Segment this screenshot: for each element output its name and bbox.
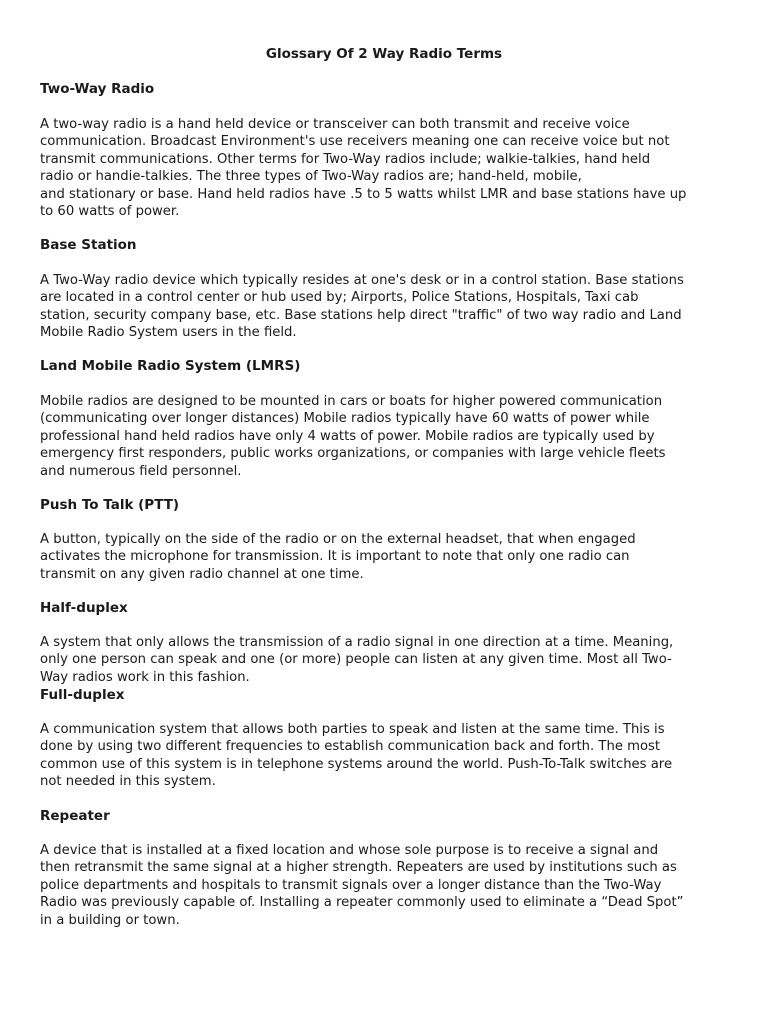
document-title: Glossary Of 2 Way Radio Terms (265, 46, 503, 62)
paragraph-line: only one person can speak and one (or more) people can listen at any given time. Most all Two- (40, 652, 672, 668)
paragraph-line: professional hand held radios have only 4 watts of power. Mobile radios are typically used by (40, 428, 655, 444)
paragraph-line: station, security company base, etc. Base stations help direct "traffic" of two way radio and Land (40, 307, 682, 323)
heading-base-station: Base Station (40, 237, 137, 253)
heading-land-mobile-radio-system: Land Mobile Radio System (LMRS) (40, 358, 301, 374)
paragraph-line: transmit on any given radio channel at one time. (40, 566, 364, 582)
paragraph-line: to 60 watts of power. (40, 204, 180, 220)
paragraph-line: are located in a control center or hub used by; Airports, Police Stations, Hospitals, Taxi cab (40, 290, 639, 306)
paragraph-line: not needed in this system. (40, 774, 216, 790)
paragraph-repeater (40, 842, 730, 929)
paragraph-line: A two-way radio is a hand held device or transceiver can both transmit and receive voice (40, 117, 630, 132)
paragraph-line: and stationary or base. Hand held radios have .5 to 5 watts whilst LMR and base stations have up (40, 186, 687, 202)
heading-half-duplex: Half-duplex (40, 600, 128, 616)
paragraph-line: A device that is installed at a fixed location and whose sole purpose is to receive a signal and (40, 843, 659, 858)
paragraph-line: communication. Broadcast Environment's use receivers meaning one can receive voice but not (40, 134, 670, 150)
paragraph-line: A system that only allows the transmission of a radio signal in one direction at a time. Meaning, (40, 635, 674, 650)
paragraph-line: common use of this system is in telephone systems around the world. Push-To-Talk switches are (40, 756, 673, 772)
paragraph-line: then retransmit the same signal at a higher strength. Repeaters are used by institutions such as (40, 860, 677, 876)
heading-repeater: Repeater (40, 808, 110, 824)
paragraph-line: A communication system that allows both parties to speak and listen at the same time. This is (40, 722, 665, 737)
paragraph-line: Way radios work in this fashion. (40, 669, 250, 685)
paragraph-line: A Two-Way radio device which typically resides at one's desk or in a control station. Base stations (40, 273, 684, 288)
paragraph-line: Mobile radios are designed to be mounted in cars or boats for higher powered communication (40, 394, 663, 409)
heading-two-way-radio: Two-Way Radio (40, 81, 155, 97)
heading-push-to-talk: Push To Talk (PTT) (40, 497, 180, 513)
paragraph-line: transmit communications. Other terms for Two-Way radios include; walkie-talkies, hand held (40, 151, 651, 167)
paragraph-line: done by using two different frequencies to establish communication back and forth. The most (40, 739, 661, 755)
paragraph-line: Mobile Radio System users in the field. (40, 325, 297, 341)
paragraph-line: in a building or town. (40, 912, 180, 928)
paragraph-line: police departments and hospitals to transmit signals over a longer distance than the Two-Way (40, 877, 662, 893)
paragraph-full-duplex (40, 721, 730, 791)
paragraph-line: radio or handie-talkies. The three types of Two-Way radios are; hand-held, mobile, (40, 169, 582, 185)
paragraph-line: activates the microphone for transmission. It is important to note that only one radio can (40, 549, 630, 565)
paragraph-line: (communicating over longer distances) Mobile radios typically have 60 watts of power while (40, 411, 650, 427)
paragraph-two-way-radio (40, 116, 730, 220)
paragraph-line: emergency first responders, public works organizations, or companies with large vehicle fleets (40, 446, 666, 462)
paragraph-line: A button, typically on the side of the radio or on the external headset, that when engaged (40, 532, 636, 547)
paragraph-line: Radio was previously capable of. Installing a repeater commonly used to eliminate a “Dead Spot” (40, 895, 684, 911)
paragraph-half-duplex (40, 634, 730, 686)
paragraph-line: and numerous field personnel. (40, 463, 242, 479)
paragraph-push-to-talk (40, 531, 730, 583)
heading-full-duplex: Full-duplex (40, 687, 125, 703)
paragraph-base-station (40, 272, 730, 342)
paragraph-land-mobile-radio-system (40, 393, 730, 480)
